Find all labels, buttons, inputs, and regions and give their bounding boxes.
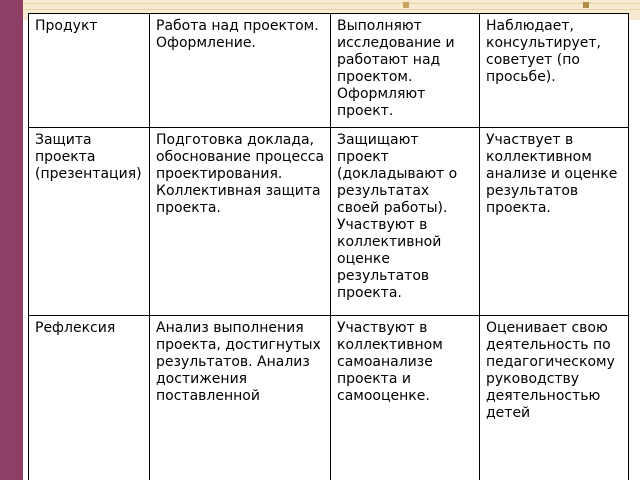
cell-teacher	[480, 14, 629, 128]
cell-students	[331, 316, 480, 480]
table-row-defense	[29, 128, 629, 316]
cell-students	[331, 128, 480, 316]
band-square-ornament	[583, 2, 589, 8]
stage-label: Защита проекта (презентация)	[35, 132, 142, 182]
teacher-text: Участвует в коллективном анализе и оценке результатов проекта.	[486, 132, 618, 216]
students-text: Участвуют в коллективном самоанализе проекта и самооценке.	[337, 320, 443, 404]
stage-label: Продукт	[35, 18, 98, 34]
cell-work	[150, 14, 331, 128]
table-row-product	[29, 14, 629, 128]
work-text: Работа над проектом. Оформление.	[156, 18, 319, 51]
cell-stage	[29, 14, 150, 128]
table-row-reflection	[29, 316, 629, 480]
project-stages-table	[28, 13, 629, 480]
cell-stage	[29, 128, 150, 316]
teacher-text: Оценивает свою деятельность по педагогическому руководству деятельностью детей	[486, 320, 615, 421]
band-line-upper	[23, 3, 640, 4]
cell-teacher	[480, 316, 629, 480]
cell-work	[150, 316, 331, 480]
cell-work	[150, 128, 331, 316]
work-text: Анализ выполнения проекта, достигнутых результатов. Анализ достижения поставленной	[156, 320, 321, 404]
students-text: Выполняют исследование и работают над проектом. Оформляют проект.	[337, 18, 455, 119]
cell-teacher	[480, 128, 629, 316]
cell-students	[331, 14, 480, 128]
work-text: Подготовка доклада, обоснование процесса проектирования. Коллективная защита проекта.	[156, 132, 325, 216]
left-decorative-stripe	[0, 0, 23, 480]
students-text: Защищают проект (докладывают о результатах своей работы). Участвуют в коллективной оценке результатов проекта.	[337, 132, 458, 301]
band-square-ornament	[403, 2, 409, 8]
teacher-text: Наблюдает, консультирует, советует (по просьбе).	[486, 18, 602, 85]
cell-stage	[29, 316, 150, 480]
stage-label: Рефлексия	[35, 320, 116, 336]
band-line-lower	[23, 9, 640, 10]
